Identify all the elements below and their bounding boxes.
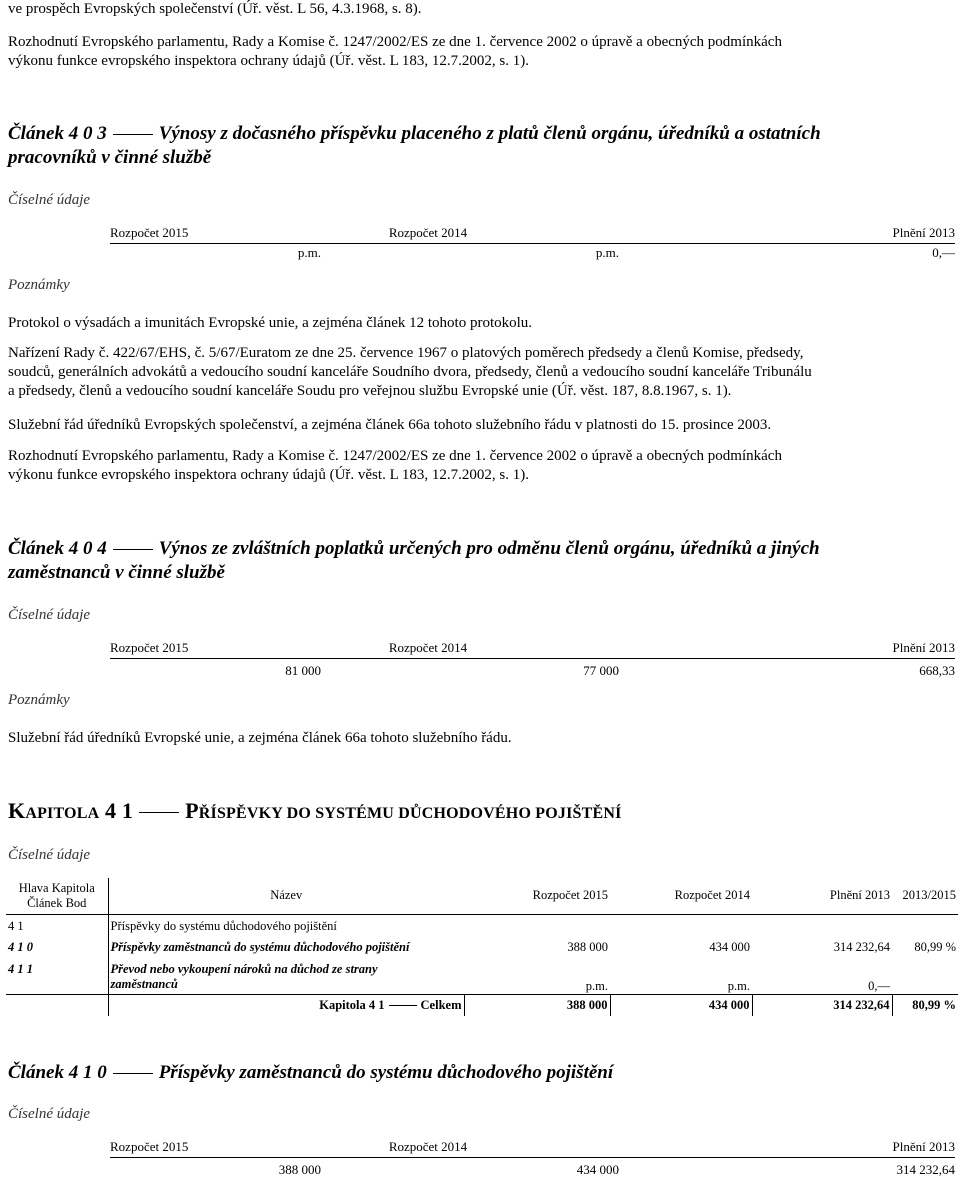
table-row	[6, 914, 958, 936]
value-cell: p.m.	[595, 245, 619, 260]
row-b15: p.m.	[585, 978, 608, 993]
col-header: Plnění 2013	[892, 1139, 955, 1154]
budget-header	[110, 1139, 955, 1158]
col-header: Plnění 2013	[892, 225, 955, 240]
budget-table-410	[110, 1139, 955, 1179]
row-name: Příspěvky do systému důchodového pojištění	[108, 914, 464, 936]
row-p13	[752, 914, 892, 936]
col-header: Rozpočet 2014	[388, 640, 468, 655]
article-title: Výnosy z dočasného příspěvku placeného z platů členů orgánu, úředníků a ostatních	[158, 123, 821, 144]
total-p13: 314 232,64	[752, 994, 892, 1016]
section-label: Poznámky	[8, 692, 70, 708]
article-title: Výnos ze zvláštních poplatků určených pro odměnu členů orgánu, úředníků a jiných	[158, 538, 820, 559]
row-ratio: 80,99 %	[914, 940, 956, 954]
note-text: Rozhodnutí Evropského parlamentu, Rady a Komise č. 1247/2002/ES ze dne 1. července 2002 o úpravě a obecných podmínkách	[8, 448, 782, 464]
value-cell: 77 000	[583, 663, 619, 678]
row-code: 4 1 0	[8, 940, 33, 954]
article-heading-404	[8, 537, 953, 585]
value-cell: 434 000	[576, 1162, 619, 1177]
row-code: 4 1	[8, 918, 24, 933]
col-header-code: Hlava Kapitola Článek Bod	[18, 880, 95, 910]
em-dash	[113, 134, 153, 135]
table-total-row	[6, 994, 958, 1016]
row-p13: 314 232,64	[833, 940, 890, 954]
note-text: výkonu funkce evropského inspektora ochrany údajů (Úř. věst. L 183, 12.7.2002, s. 1).	[8, 467, 530, 483]
total-b14: 434 000	[610, 994, 752, 1016]
value-cell: 314 232,64	[896, 1162, 955, 1177]
total-ratio: 80,99 %	[892, 994, 958, 1016]
col-header: Plnění 2013	[892, 640, 955, 655]
col-header: Rozpočet 2015	[110, 1139, 189, 1154]
chapter-number: 4 1	[105, 798, 134, 823]
note-text: Protokol o výsadách a imunitách Evropské unie, a zejména článek 12 tohoto protokolu.	[8, 315, 533, 331]
section-label: Číselné údaje	[8, 847, 91, 863]
value-cell: 668,33	[919, 663, 955, 678]
table-row	[6, 936, 958, 958]
row-b15	[464, 914, 610, 936]
budget-values	[110, 1161, 955, 1179]
article-heading-403	[8, 122, 953, 170]
article-title: Příspěvky zaměstnanců do systému důchodového pojištění	[158, 1062, 614, 1083]
budget-values	[110, 662, 955, 680]
section-label: Číselné údaje	[8, 607, 91, 623]
article-title: pracovníků v činné službě	[8, 147, 212, 168]
budget-table-403	[110, 225, 955, 262]
article-number: Článek 4 0 4	[8, 538, 107, 559]
total-label: Kapitola 4 1 Celkem	[108, 994, 464, 1016]
col-header-b15: Rozpočet 2015	[532, 888, 608, 903]
chapter-word: APITOLA	[25, 805, 100, 822]
article-number: Článek 4 0 3	[8, 123, 107, 144]
row-name: Převod nebo vykoupení nároků na důchod ze strany zaměstnanců	[108, 958, 464, 994]
col-header: Rozpočet 2015	[110, 225, 189, 240]
table-header-row	[6, 878, 958, 914]
chapter-heading-41	[8, 798, 622, 824]
col-header-ratio: 2013/2015	[902, 888, 956, 903]
row-b15: 388 000	[567, 940, 608, 954]
section-label: Číselné údaje	[8, 1106, 91, 1122]
row-name: Příspěvky zaměstnanců do systému důchodového pojištění	[108, 936, 464, 958]
section-label: Poznámky	[8, 277, 70, 293]
em-dash	[139, 812, 179, 813]
total-blank	[6, 994, 108, 1016]
chapter-title: ŘÍSPĚVKY DO SYSTÉMU DŮCHODOVÉHO POJIŠTĚNÍ	[198, 805, 622, 822]
row-b14: 434 000	[709, 940, 750, 954]
col-header-b14: Rozpočet 2014	[674, 888, 750, 903]
col-header: Rozpočet 2015	[110, 640, 189, 655]
row-b14: p.m.	[727, 978, 750, 993]
value-cell: 0,—	[932, 245, 955, 260]
value-cell: p.m.	[297, 245, 321, 260]
chapter-title-initial: P	[185, 798, 199, 823]
chapter-word-initial: K	[8, 798, 26, 823]
text-line: výkonu funkce evropského inspektora ochrany údajů (Úř. věst. L 183, 12.7.2002, s. 1).	[8, 53, 530, 69]
note-text: Služební řád úředníků Evropské unie, a zejména článek 66a tohoto služebního řádu.	[8, 730, 512, 746]
em-dash	[113, 1073, 153, 1074]
note-text: Nařízení Rady č. 422/67/EHS, č. 5/67/Euratom ze dne 25. července 1967 o platových poměrech předsedy a členů Komise, předsedy,	[8, 345, 804, 361]
value-cell: 81 000	[285, 663, 321, 678]
chapter-table-41	[6, 878, 958, 1016]
total-b15: 388 000	[464, 994, 610, 1016]
budget-header	[110, 225, 955, 244]
note-text: Služební řád úředníků Evropských společenství, a zejména článek 66a tohoto služebního řádu v platnosti do 15. prosince 2003.	[8, 417, 772, 433]
col-header: Rozpočet 2014	[388, 1139, 468, 1154]
value-cell: 388 000	[278, 1162, 321, 1177]
row-p13: 0,—	[868, 978, 890, 993]
text-line: Rozhodnutí Evropského parlamentu, Rady a Komise č. 1247/2002/ES ze dne 1. července 2002 o úpravě a obecných podmínkách	[8, 34, 782, 50]
row-b14	[610, 914, 752, 936]
section-label: Číselné údaje	[8, 192, 91, 208]
note-text: a předsedy, členů a vedoucího soudní kanceláře Soudu pro veřejnou službu Evropské unie (Úř. věst. 187, 8.8.1967, s. 1).	[8, 383, 732, 399]
row-ratio	[892, 958, 958, 994]
col-header: Rozpočet 2014	[388, 225, 468, 240]
budget-values	[110, 244, 955, 262]
row-ratio	[892, 914, 958, 936]
article-number: Článek 4 1 0	[8, 1062, 107, 1083]
note-text: soudců, generálních advokátů a vedoucího soudní kanceláře Soudního dvora, předsedy, členů a vedoucího soudní kanceláře Tribunálu	[8, 364, 812, 380]
article-heading-410	[8, 1061, 953, 1085]
row-code: 4 1 1	[8, 962, 33, 976]
text-line: ve prospěch Evropských společenství (Úř. věst. L 56, 4.3.1968, s. 8).	[8, 1, 422, 17]
budget-table-404	[110, 640, 955, 680]
col-header-name: Název	[108, 878, 464, 914]
budget-header	[110, 640, 955, 659]
article-title: zaměstnanců v činné službě	[8, 562, 225, 583]
col-header-p13: Plnění 2013	[829, 888, 890, 903]
table-row	[6, 958, 958, 994]
em-dash	[113, 549, 153, 550]
